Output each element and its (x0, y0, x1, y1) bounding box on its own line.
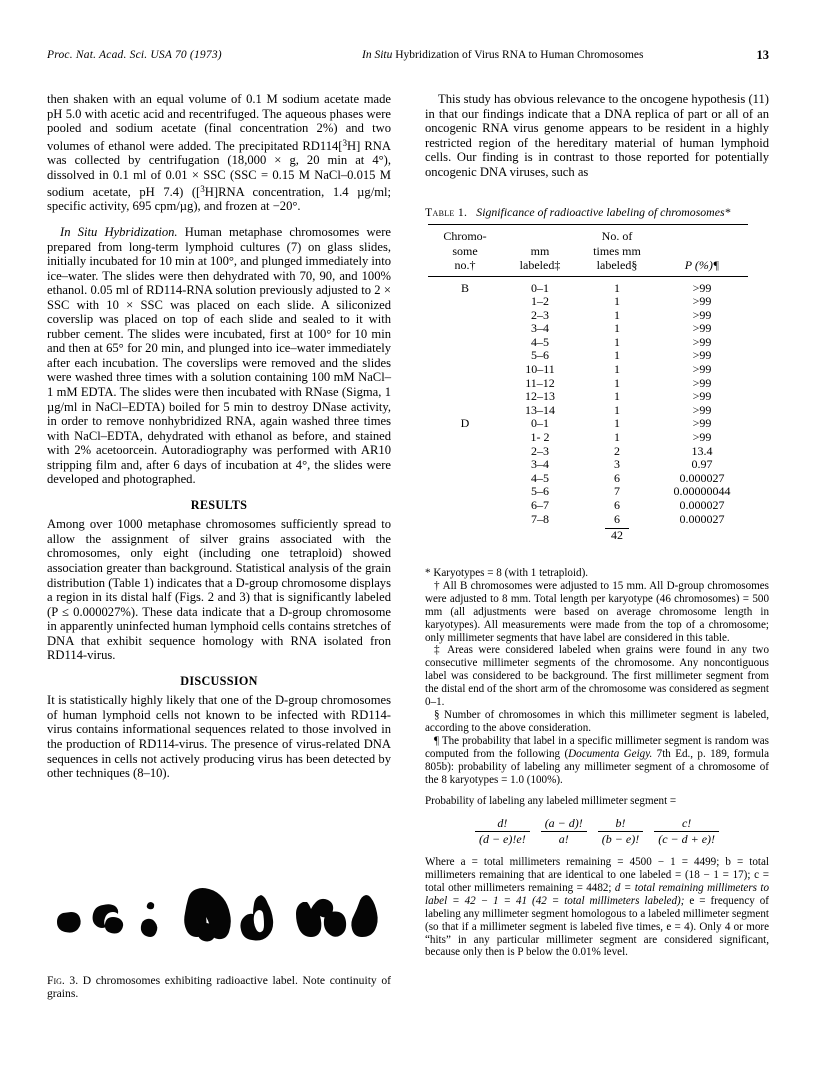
cell-mm-labeled: 5–6 (531, 348, 549, 363)
cell-mm-labeled: 2–3 (531, 307, 549, 322)
cell-p-value: >99 (692, 389, 712, 404)
table-header-row-2 (428, 245, 748, 260)
cell-p-value: >99 (692, 307, 712, 322)
table-row (428, 417, 748, 431)
cell-mm-labeled: 10–11 (525, 362, 555, 377)
header-times-line1: No. of (578, 225, 656, 245)
cell-times-labeled: 1 (614, 430, 620, 445)
table-row (428, 485, 748, 499)
formula-1-denominator: (d − e)!e! (478, 832, 526, 847)
definitions-part-b: e = frequency of labeling any millimeter segment homologous to a labeled millimeter segment (so that if a millimeter segment is labeled five times, e = 4). Only 4 or more “hits” in any particular millimeter segment are considered significant, because only then is P below the 0.01% level. (425, 894, 769, 959)
cell-p-value: >99 (692, 416, 712, 431)
cell-times-labeled: 1 (614, 348, 620, 363)
table-row (428, 445, 748, 459)
table-1-grid (428, 224, 748, 543)
cell-chromosome (428, 499, 502, 513)
running-head (47, 49, 769, 65)
cell-p-value: >99 (692, 430, 712, 445)
cell-times-labeled: 1 (614, 321, 620, 336)
cell-chromosome (428, 322, 502, 336)
cell-times-labeled: 1 (614, 280, 620, 295)
cell-times-labeled: 1 (614, 416, 620, 431)
cell-total-times-labeled (578, 526, 656, 543)
formula-2-numerator: (a − d)! (541, 817, 587, 832)
paragraph-lead-in: In Situ Hybridization. (60, 224, 178, 239)
header-p-line2 (656, 245, 748, 260)
table-row (428, 390, 748, 404)
cell-chromosome (428, 472, 502, 486)
footnote-pilcrow-part-a: ¶ The probability that label in a specific millimeter segment is random was computed from the following ( (425, 734, 769, 760)
cell-times-labeled: 1 (614, 294, 620, 309)
header-mm-line2: mm (530, 243, 550, 258)
cell-mm-labeled: 13–14 (525, 402, 555, 417)
header-mm-line1 (502, 225, 578, 245)
heading-results: RESULTS (190, 497, 248, 512)
cell-chromosome (428, 309, 502, 323)
right-column (425, 92, 769, 179)
cell-mm-labeled: 2–3 (531, 443, 549, 458)
figure-3-caption-text: D chromosomes exhibiting radioactive label. Note continuity of grains. (47, 974, 391, 1001)
cell-mm-labeled: 5–6 (531, 484, 549, 499)
paragraph-discussion: It is statistically highly likely that one of the D-group chromosomes of human lymphoid cells not known to be infected with RD114-virus contains informational sequences related to those involved in the production of RD114-virus. The presence of virus-related DNA sequences in cells not actively producing virus has been detected by other techniques (8–10). (47, 693, 391, 781)
cell-p-value: >99 (692, 402, 712, 417)
cell-chromosome (428, 404, 502, 418)
cell-times-labeled: 1 (614, 389, 620, 404)
cell-p-value: >99 (692, 334, 712, 349)
header-chromosome-line2: some (452, 243, 478, 258)
cell-times-labeled: 6 (614, 470, 620, 485)
table-1-footnotes (425, 567, 769, 959)
cell-chromosome (428, 295, 502, 309)
cell-p-value: >99 (692, 375, 712, 390)
heading-discussion: DISCUSSION (180, 673, 258, 688)
cell-mm-labeled: 0–1 (531, 416, 549, 431)
table-row (428, 377, 748, 391)
formula-4-denominator: (c − d + e)! (658, 832, 716, 847)
table-1-body (428, 276, 748, 543)
formula-definitions (425, 856, 769, 959)
cell-chromosome (428, 390, 502, 404)
spacer-cell (502, 526, 578, 543)
spacer-cell (428, 526, 502, 543)
cell-mm-labeled: 11–12 (525, 375, 555, 390)
cell-mm-labeled: 3–4 (531, 321, 549, 336)
table-row (428, 472, 748, 486)
paragraph-in-situ-body: Human metaphase chromosomes were prepared from long-term lymphoid cultures (7) on glass slides, initially incubated for 10 min at 100°, and plunged immediately into ice–water. The slides were then dehydrated with 70, 90, and 100% ethanol. 0.05 ml of RD114-RNA solution previously adjusted to 2 × SSC with 10 × SSC was placed on each slide. A siliconized coverslip was placed on top of each slide and sealed to it with rubber cement. The slides were incubated, first at 100° for 10 min and then at 65° for 20 min, and plunged into ice–water immediately after each incubation. The coverslips were removed and the slides were washed three times with a solution containing 100 mM NaCl–1 mM EDTA. The slides were then incubated with RNase (Sigma, 1 µg/ml in NaCl–EDTA) boiled for 5 min to destroy DNase activity, in order to remove nonhybridized RNA, again washed three times with NaCl–EDTA, dehydrated with ethanol as before, and stained with 2% acetoorcein. Autoradiography was performed with AR10 stripping film and, after 6 days of incubation at 4°, the slides were developed and photographed. (47, 224, 391, 487)
table-1 (425, 205, 769, 543)
table-1-caption: Significance of radioactive labeling of chromosomes* (476, 205, 731, 219)
formula-fraction-2 (541, 817, 587, 846)
cell-mm-labeled: 4–5 (531, 470, 549, 485)
footnote-dagger: † All B chromosomes were adjusted to 15 mm. All D-group chromosomes were adjusted to 8 mm. Total length per karyotype (46 chromosomes) = 500 mm (all adjustments were based on average chromosome length in karyotypes). All measurements were made from the top of a chromosome; only millimeter segments that have label are considered in this table. (425, 579, 769, 644)
figure-3 (47, 872, 391, 1001)
cell-p-value: 0.000027 (679, 498, 725, 512)
formula-1-numerator: d! (475, 817, 530, 832)
footnote-double-dagger: ‡ Areas were considered labeled when grains were found in any two consecutive millimeter segments of the chromosome. Any noncontiguous label was considered to be background. The first millimeter segment from the distal end of the short arm of the chromosome was considered as segment 0–1. (425, 644, 769, 709)
paragraph-results: Among over 1000 metaphase chromosomes sufficiently spread to allow the assignment of silver grains associated with the chromosomes, only eight (including one tetraploid) showed association greater than background. Statistical analysis of the grain distribution (Table 1) indicates that a D-group chromosome displays a region in its distal half (Figs. 2 and 3) that is significantly labeled (P ≤ 0.000027%). These data indicate that a D-group chromosome in apparently uninfected human lymphoid cells contains stretches of DNA that exhibit sequence homology with RNA isolated fron RD114-virus. (47, 517, 391, 663)
definitions-italic: d = total remaining millimeters to label = 42 − 1 = 41 (42 = total millimeters labeled); (425, 881, 770, 907)
header-mm-line3: labeled‡ (502, 259, 578, 276)
formula-3-denominator: (b − e)! (601, 832, 640, 847)
table-row (428, 295, 748, 309)
table-row (428, 513, 748, 527)
header-times-line3: labeled§ (578, 259, 656, 276)
cell-times-labeled: 3 (614, 457, 620, 472)
cell-chromosome: B (460, 280, 469, 295)
cell-mm-labeled: 3–4 (531, 457, 549, 472)
paragraph-in-situ-hybridization (47, 225, 391, 487)
footnote-pilcrow-part-b: 7th Ed., p. 189, formula 805b): probability of labeling any millimeter segment of a chromosome of the 8 karyotypes = 1.0 (100%). (425, 747, 769, 786)
cell-chromosome (428, 349, 502, 363)
formula-fraction-4 (654, 817, 719, 846)
cell-mm-labeled: 12–13 (525, 389, 555, 404)
table-1-label: Table 1. (425, 205, 468, 219)
cell-p-value: >99 (692, 321, 712, 336)
cell-times-labeled: 1 (614, 402, 620, 417)
footnote-pilcrow (425, 735, 769, 787)
cell-times-labeled: 1 (614, 362, 620, 377)
spacer-cell (656, 526, 748, 543)
formula-intro: Probability of labeling any labeled millimeter segment = (425, 795, 677, 808)
figure-3-caption (47, 974, 391, 1001)
table-total-row (428, 526, 748, 543)
header-p-line1 (656, 225, 748, 245)
article-running-title (362, 49, 643, 61)
running-title-rest: Hybridization of Virus RNA to Human Chromosomes (392, 49, 644, 61)
cell-chromosome (428, 363, 502, 377)
cell-mm-labeled: 1–2 (531, 294, 549, 309)
footnote-pilcrow-source: Documenta Geigy. (568, 747, 653, 760)
chromosome-autoradiograph-svg (47, 872, 391, 952)
journal-citation: Proc. Nat. Acad. Sci. USA 70 (1973) (47, 49, 222, 61)
cell-chromosome (428, 485, 502, 499)
cell-times-labeled: 1 (614, 375, 620, 390)
running-title-italic: In Situ (362, 49, 393, 61)
definitions-part-a: Where a = total millimeters remaining = 4500 − 1 = 4499; b = total millimeters remaining that are identical to one labeled = (18 − 1 = 17); c = total other millimeters remaining = 4482; (425, 856, 769, 894)
header-p-line3: P (%)¶ (656, 259, 748, 276)
formula-fraction-1 (475, 817, 530, 846)
cell-times-labeled: 7 (614, 484, 620, 499)
cell-p-value: >99 (692, 362, 712, 377)
cell-mm-labeled: 0–1 (531, 280, 549, 295)
table-row (428, 458, 748, 472)
cell-chromosome (428, 377, 502, 391)
table-row (428, 499, 748, 513)
header-times-line2: times mm (593, 243, 641, 258)
cell-chromosome (428, 431, 502, 445)
page-number: 13 (756, 48, 769, 62)
cell-times-labeled: 6 (614, 511, 620, 526)
cell-chromosome (428, 336, 502, 350)
cell-p-value: >99 (692, 280, 712, 295)
cell-times-labeled: 2 (614, 443, 620, 458)
paragraph-methods-continued: then shaken with an equal volume of 0.1 M sodium acetate made pH 5.0 with acetic acid and recentrifuged. The aqueous phases were pooled and sodium acetate (final concentration 2%) and two volumes of ethanol were added. The precipitated RD114[$^3$H] RNA was collected by centrifugation (18,000 × g, 20 min at 4°), dissolved in 0.1 ml of 0.01 × SSC (SSC = 0.15 M NaCl–0.015 M sodium acetate, pH 7.4) ([$^3$H]RNA concentration, 1.4 µg/ml; specific activity, 695 cpm/µg), and frozen at −20°. (47, 92, 391, 214)
cell-p-value: 0.000027 (679, 511, 725, 526)
footnote-section: § Number of chromosomes in which this millimeter segment is labeled, according to the above consideration. (425, 708, 769, 734)
cell-chromosome (428, 513, 502, 527)
table-header-row-3 (428, 259, 748, 276)
table-row (428, 309, 748, 323)
cell-mm-labeled: 4–5 (531, 334, 549, 349)
total-rule: 42 (605, 528, 629, 543)
cell-p-value: 13.4 (691, 443, 713, 458)
probability-formula (425, 817, 769, 846)
cell-p-value: 0.00000044 (673, 484, 731, 499)
table-1-title (425, 205, 769, 220)
cell-p-value: 0.000027 (679, 470, 725, 485)
paragraph-oncogene-relevance: This study has obvious relevance to the oncogene hypothesis (11) in that our findings indicate that a DNA replica of part or all of an oncogenic RNA virus genome appears to be resident in a highly restricted region of the hereditary material of human lymphoid cells. Our finding is in contrast to those reported for potentially oncogenic DNA viruses, such as (425, 92, 769, 179)
cell-chromosome: D (460, 416, 470, 431)
table-row (428, 404, 748, 418)
table-row (428, 349, 748, 363)
formula-3-numerator: b! (598, 817, 643, 832)
cell-p-value: >99 (692, 348, 712, 363)
cell-mm-labeled: 7–8 (531, 511, 549, 526)
table-row (428, 322, 748, 336)
cell-p-value: >99 (692, 294, 712, 309)
table-row (428, 276, 748, 295)
cell-times-labeled: 1 (614, 307, 620, 322)
cell-p-value: 0.97 (691, 457, 713, 472)
cell-mm-labeled: 1- 2 (530, 430, 550, 445)
formula-fraction-3 (598, 817, 643, 846)
table-header-row-1 (428, 225, 748, 245)
figure-3-image (47, 872, 391, 952)
table-row (428, 336, 748, 350)
cell-chromosome (428, 458, 502, 472)
table-1-head (428, 225, 748, 277)
cell-times-labeled: 1 (614, 334, 620, 349)
figure-3-label: Fig. 3. (47, 974, 79, 987)
cell-mm-labeled: 6–7 (531, 498, 549, 512)
left-column (47, 92, 391, 781)
cell-times-labeled: 6 (614, 498, 620, 512)
table-row (428, 431, 748, 445)
table-row (428, 363, 748, 377)
header-chromosome-line3: no.† (428, 259, 502, 276)
formula-4-numerator: c! (654, 817, 719, 832)
header-chromosome-line1: Chromo- (428, 225, 502, 245)
cell-chromosome (428, 445, 502, 459)
formula-2-denominator: a! (558, 832, 569, 847)
footnote-star: * Karyotypes = 8 (with 1 tetraploid). (425, 567, 589, 579)
